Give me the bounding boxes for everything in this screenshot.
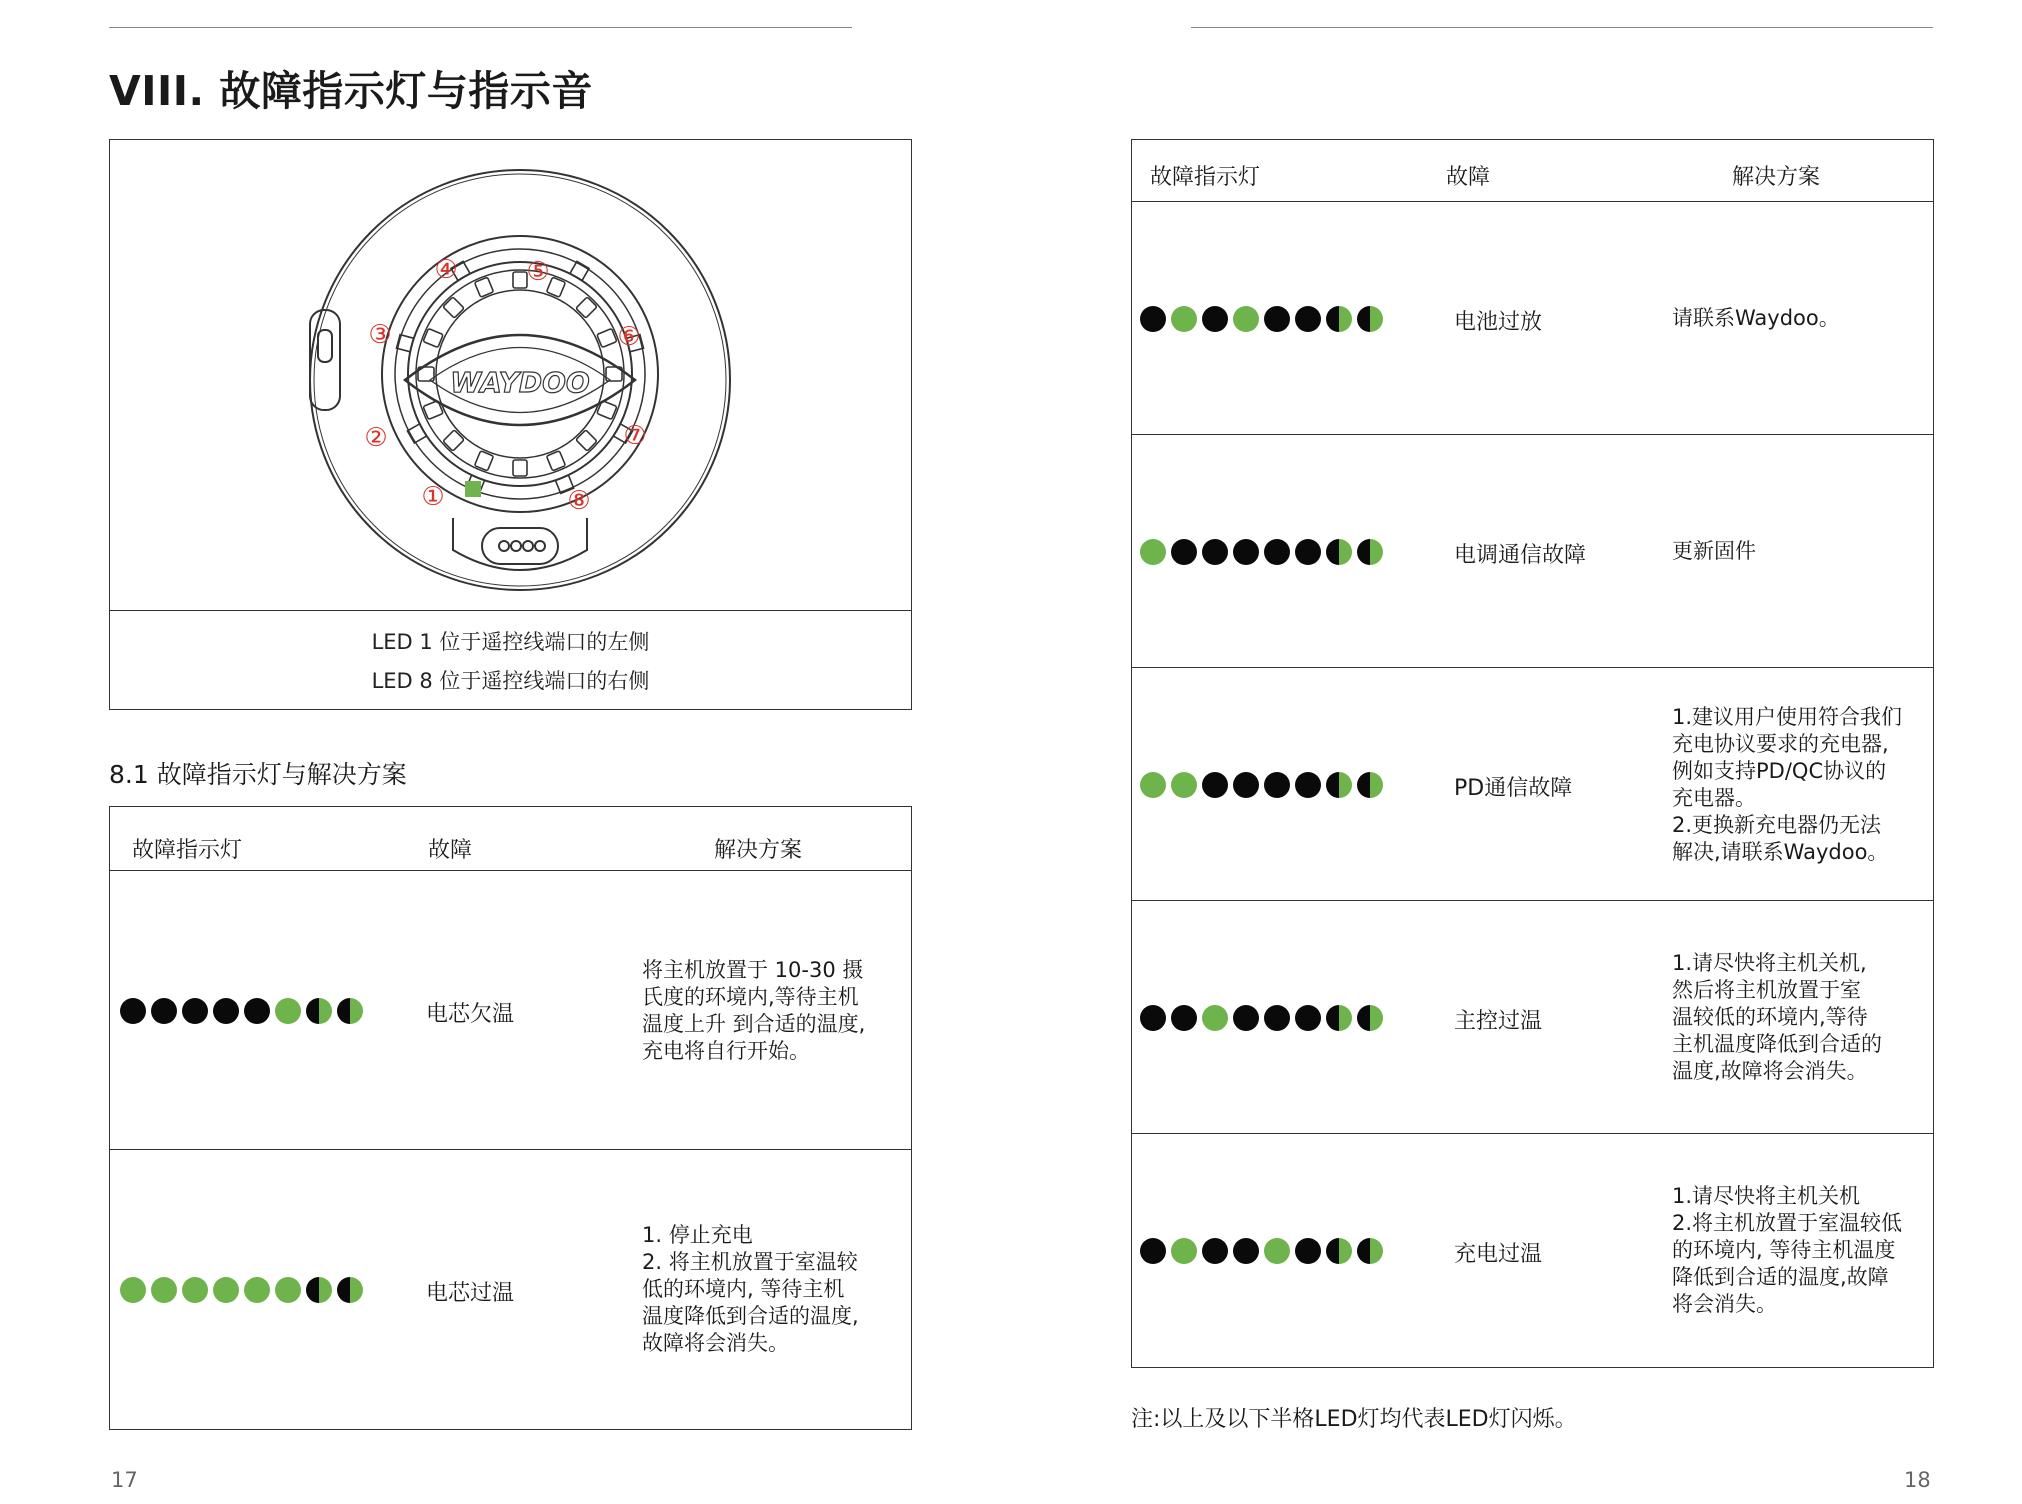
dial-notch: [513, 460, 527, 476]
fault-name: 主控过温: [1454, 1008, 1543, 1034]
page-number-left: 17: [111, 1468, 138, 1492]
led-pattern: [1140, 306, 1383, 332]
led-dot-7: [1326, 539, 1352, 565]
led-dot-5: [1264, 1005, 1290, 1031]
table-row: [1132, 435, 1933, 668]
brand-logo: WAYDOO: [450, 366, 590, 399]
caption-led1: LED 1 位于遥控线端口的左侧: [371, 630, 650, 654]
dial-notch: [597, 328, 617, 347]
solution-line: 1.建议用户使用符合我们: [1672, 704, 1903, 729]
led-number-label: ⑦: [623, 421, 647, 451]
led-dot-8: [1357, 539, 1383, 565]
table-row: [1132, 901, 1933, 1134]
led-dot-2: [1171, 1005, 1197, 1031]
solution-line: 解决,请联系Waydoo。: [1672, 839, 1889, 864]
led-dot-6: [1295, 772, 1321, 798]
led-dot-3: [1202, 1238, 1228, 1264]
led-number-label: ②: [364, 423, 388, 453]
led-dot-5: [1264, 772, 1290, 798]
led-dot-7: [1326, 772, 1352, 798]
led-dot-6: [1295, 1238, 1321, 1264]
led-pattern: [120, 1277, 363, 1303]
solution-line: 故障将会消失。: [642, 1331, 789, 1355]
solution-line: 1. 停止充电: [642, 1223, 753, 1247]
led-pattern: [1140, 1005, 1383, 1031]
solution-line: 温度,故障将会消失。: [1672, 1059, 1868, 1083]
solution-line: 降低到合适的温度,故障: [1672, 1265, 1889, 1289]
led-dot-2: [151, 998, 177, 1024]
section-subtitle: 8.1 故障指示灯与解决方案: [109, 760, 407, 789]
led-dot-8: [1357, 1005, 1383, 1031]
solution-line: 2.更换新充电器仍无法: [1672, 812, 1882, 837]
solution-line: 充电协议要求的充电器,: [1672, 731, 1889, 756]
led-dot-7: [1326, 306, 1352, 332]
led-dot-5: [244, 1277, 270, 1303]
fault-name: PD通信故障: [1454, 775, 1573, 801]
led-dot-3: [1202, 539, 1228, 565]
footnote: 注:以上及以下半格LED灯均代表LED灯闪烁。: [1131, 1407, 1577, 1432]
led-dot-6: [1295, 539, 1321, 565]
table-row: [1132, 202, 1933, 435]
figure-divider: [110, 610, 911, 611]
led-dot-5: [1264, 539, 1290, 565]
led-dot-3: [182, 1277, 208, 1303]
solution-text: [1672, 950, 1927, 1085]
led-dot-7: [306, 1277, 332, 1303]
led-dot-7: [1326, 1005, 1352, 1031]
header-fault: 故障: [1446, 165, 1491, 190]
header-led: 故障指示灯: [1150, 165, 1261, 190]
led-dot-3: [1202, 772, 1228, 798]
dial-notch: [474, 451, 493, 471]
solution-line: 温度上升 到合适的温度,: [642, 1011, 866, 1036]
led-dot-4: [213, 998, 239, 1024]
led-dot-2: [1171, 306, 1197, 332]
led-dot-4: [1233, 539, 1259, 565]
fault-name: 电芯过温: [426, 1280, 515, 1306]
led-dot-4: [1233, 306, 1259, 332]
led-dot-4: [1233, 1005, 1259, 1031]
controller-led-diagram: [110, 140, 911, 609]
solution-line: 更新固件: [1672, 539, 1756, 563]
top-rule-left: [109, 27, 852, 28]
led-dot-1: [1140, 306, 1166, 332]
led-dot-5: [1264, 1238, 1290, 1264]
led-dot-1: [1140, 539, 1166, 565]
solution-line: 充电器。: [1672, 785, 1756, 810]
led-dot-2: [151, 1277, 177, 1303]
led-dot-1: [1140, 1005, 1166, 1031]
led-dot-4: [1233, 1238, 1259, 1264]
led-dot-4: [1233, 772, 1259, 798]
led-dot-8: [1357, 772, 1383, 798]
solution-line: 的环境内, 等待主机温度: [1672, 1238, 1896, 1262]
led-dot-1: [120, 1277, 146, 1303]
solution-line: 例如支持PD/QC协议的: [1672, 758, 1887, 783]
led-dot-6: [275, 998, 301, 1024]
solution-line: 氏度的环境内,等待主机: [642, 984, 859, 1009]
led-pattern: [1140, 539, 1383, 565]
led-dot-7: [1326, 1238, 1352, 1264]
led-dot-4: [213, 1277, 239, 1303]
led-dot-5: [244, 998, 270, 1024]
led-diagram-figure: [109, 139, 912, 710]
header-solution: 解决方案: [714, 838, 803, 863]
header-fault: 故障: [428, 838, 473, 863]
fault-name: 电池过放: [1454, 309, 1543, 335]
fault-name: 充电过温: [1454, 1241, 1543, 1267]
dial-notch: [474, 277, 493, 297]
solution-line: 1.请尽快将主机关机,: [1672, 951, 1867, 975]
table-row: [110, 1150, 911, 1429]
led-dot-1: [120, 998, 146, 1024]
solution-text: [1672, 704, 1927, 866]
led-dot-6: [275, 1277, 301, 1303]
led-dot-8: [337, 998, 363, 1024]
solution-line: 2.将主机放置于室温较低: [1672, 1211, 1903, 1235]
header-solution: 解决方案: [1732, 165, 1821, 190]
led-dot-7: [306, 998, 332, 1024]
fault-name: 电调通信故障: [1454, 542, 1587, 568]
solution-line: 温度降低到合适的温度,: [642, 1304, 859, 1328]
solution-text: [642, 957, 897, 1065]
led-number-label: ③: [368, 320, 392, 350]
led-dot-2: [1171, 539, 1197, 565]
led-pattern: [1140, 772, 1383, 798]
led-dot-3: [1202, 1005, 1228, 1031]
led-pattern: [120, 998, 363, 1024]
solution-line: 1.请尽快将主机关机: [1672, 1184, 1861, 1208]
dial-notch: [423, 328, 443, 347]
led-dot-8: [1357, 306, 1383, 332]
fault-table-right: [1131, 139, 1934, 1368]
led-dot-8: [337, 1277, 363, 1303]
solution-line: 将会消失。: [1672, 1292, 1777, 1316]
led-dot-8: [1357, 1238, 1383, 1264]
led-number-label: ①: [421, 482, 445, 512]
led1-lit-indicator: [465, 481, 481, 497]
top-rule-right: [1191, 27, 1933, 28]
table-row: [1132, 668, 1933, 901]
led-dot-2: [1171, 772, 1197, 798]
led-dot-5: [1264, 306, 1290, 332]
header-led: 故障指示灯: [132, 838, 243, 863]
page-title: VIII. 故障指示灯与指示音: [109, 67, 593, 115]
led-dot-6: [1295, 306, 1321, 332]
solution-line: 主机温度降低到合适的: [1672, 1032, 1882, 1056]
led-number-label: ⑤: [526, 257, 550, 287]
led-dot-6: [1295, 1005, 1321, 1031]
solution-text: [1672, 1183, 1927, 1318]
table-header: [1132, 140, 1933, 202]
fault-name: 电芯欠温: [426, 1001, 515, 1027]
solution-text: [1672, 305, 1927, 332]
table-header: [110, 807, 911, 871]
led-dot-1: [1140, 1238, 1166, 1264]
led-pattern: [1140, 1238, 1383, 1264]
led-dot-3: [1202, 306, 1228, 332]
led-number-label: ⑥: [617, 322, 641, 352]
led-dot-1: [1140, 772, 1166, 798]
page-number-right: 18: [1904, 1468, 1931, 1492]
solution-line: 然后将主机放置于室: [1672, 978, 1861, 1002]
solution-line: 充电将自行开始。: [642, 1038, 810, 1063]
led-dot-3: [182, 998, 208, 1024]
solution-line: 温较低的环境内,等待: [1672, 1005, 1868, 1029]
caption-led8: LED 8 位于遥控线端口的右侧: [371, 669, 650, 693]
fault-table-left: [109, 806, 912, 1430]
table-row: [1132, 1134, 1933, 1367]
dial-notch: [546, 451, 565, 471]
solution-line: 低的环境内, 等待主机: [642, 1277, 845, 1301]
solution-line: 2. 将主机放置于室温较: [642, 1250, 858, 1274]
led-number-label: ⑧: [567, 486, 591, 516]
led-number-label: ④: [434, 255, 458, 285]
solution-text: [1672, 538, 1927, 565]
solution-text: [642, 1222, 897, 1357]
table-row: [110, 871, 911, 1150]
solution-line: 请联系Waydoo。: [1672, 306, 1840, 330]
led-dot-2: [1171, 1238, 1197, 1264]
solution-line: 将主机放置于 10-30 摄: [642, 957, 864, 982]
